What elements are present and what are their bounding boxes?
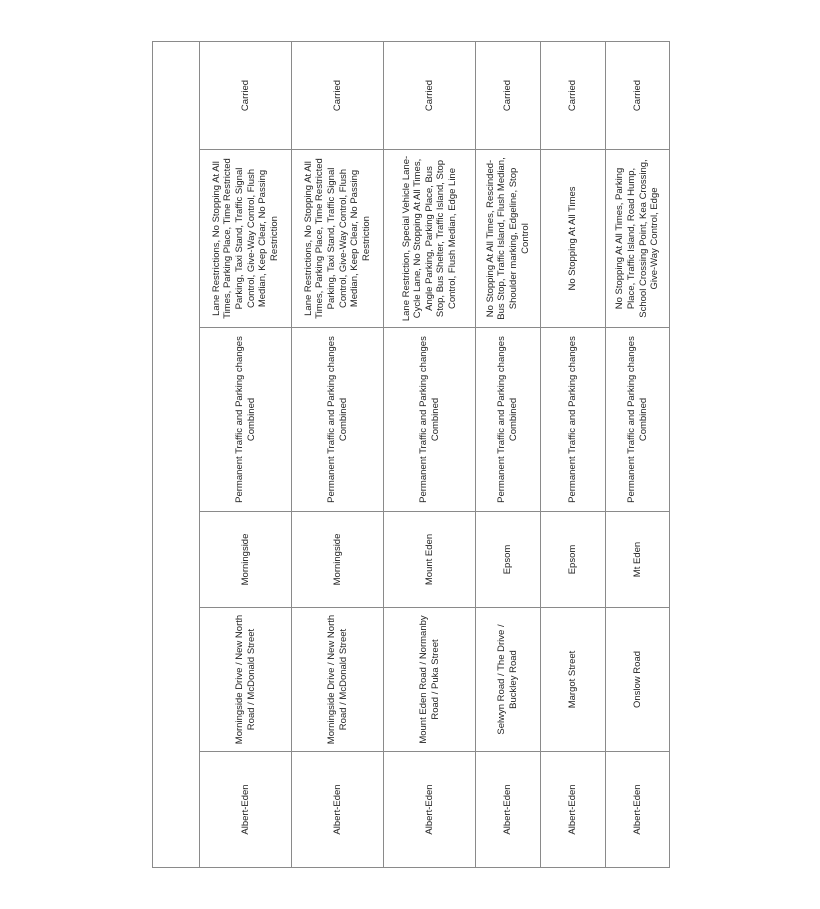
details-cell: No Stopping At All Times, Rescinded-Bus Stop, Traffic Island, Flush Median, Shoulder marking, Edgeline, Stop Control (476, 150, 541, 328)
change-type-cell: Permanent Traffic and Parking changes Combined (384, 328, 476, 512)
change-type-cell: Permanent Traffic and Parking changes (541, 328, 606, 512)
details-cell: Lane Restriction, Special Vehicle Lane- Cycle Lane, No Stopping At All Times, Angle Parking, Parking Place, Bus Stop, Bus Shelter, Traffic Island, Stop Control, Flush Median, Edge Line (384, 150, 476, 328)
change-type-cell: Permanent Traffic and Parking changes Combined (476, 328, 541, 512)
status-cell: Carried (606, 42, 670, 150)
road-cell: Selwyn Road / The Drive / Buckley Road (476, 608, 541, 752)
suburb-cell: Epsom (541, 512, 606, 608)
status-cell: Carried (384, 42, 476, 150)
table-row (606, 42, 670, 868)
change-type-cell: Permanent Traffic and Parking changes Combined (606, 328, 670, 512)
suburb-cell: Morningside (292, 512, 384, 608)
local-board-cell: Albert-Eden (384, 752, 476, 868)
blank-cell (153, 42, 200, 868)
road-cell: Morningside Drive / New North Road / McDonald Street (200, 608, 292, 752)
local-board-cell: Albert-Eden (476, 752, 541, 868)
status-cell: Carried (200, 42, 292, 150)
suburb-cell: Mount Eden (384, 512, 476, 608)
road-cell: Morningside Drive / New North Road / McDonald Street (292, 608, 384, 752)
status-cell: Carried (541, 42, 606, 150)
status-cell: Carried (292, 42, 384, 150)
road-cell: Mount Eden Road / Normanby Road / Puka Street (384, 608, 476, 752)
table-row (292, 42, 384, 868)
table-row (200, 42, 292, 868)
table-row (476, 42, 541, 868)
details-cell: Lane Restrictions, No Stopping At All Times, Parking Place, Time Restricted Parking, Taxi Stand, Traffic Signal Control, Give-Way Control, Flush Median, Keep Clear, No Passing Restriction (200, 150, 292, 328)
status-cell: Carried (476, 42, 541, 150)
suburb-cell: Morningside (200, 512, 292, 608)
resolutions-table (152, 41, 670, 868)
road-cell: Margot Street (541, 608, 606, 752)
local-board-cell: Albert-Eden (606, 752, 670, 868)
suburb-cell: Mt Eden (606, 512, 670, 608)
road-cell: Onslow Road (606, 608, 670, 752)
change-type-cell: Permanent Traffic and Parking changes Combined (200, 328, 292, 512)
table-row (384, 42, 476, 868)
table-row-blank (153, 42, 200, 868)
local-board-cell: Albert-Eden (292, 752, 384, 868)
change-type-cell: Permanent Traffic and Parking changes Combined (292, 328, 384, 512)
rotated-table-frame (152, 42, 669, 868)
details-cell: No Stopping At All Times (541, 150, 606, 328)
table-row (541, 42, 606, 868)
suburb-cell: Epsom (476, 512, 541, 608)
local-board-cell: Albert-Eden (541, 752, 606, 868)
details-cell: No Stopping At All Times, Parking Place, Traffic Island, Road Hump, School Crossing Point, Kea Crossing, Give-Way Control, Edge (606, 150, 670, 328)
local-board-cell: Albert-Eden (200, 752, 292, 868)
details-cell: Lane Restrictions, No Stopping At All Times, Parking Place, Time Restricted Parking, Taxi Stand, Traffic Signal Control, Give-Way Control, Flush Median, Keep Clear, No Passing Restriction (292, 150, 384, 328)
